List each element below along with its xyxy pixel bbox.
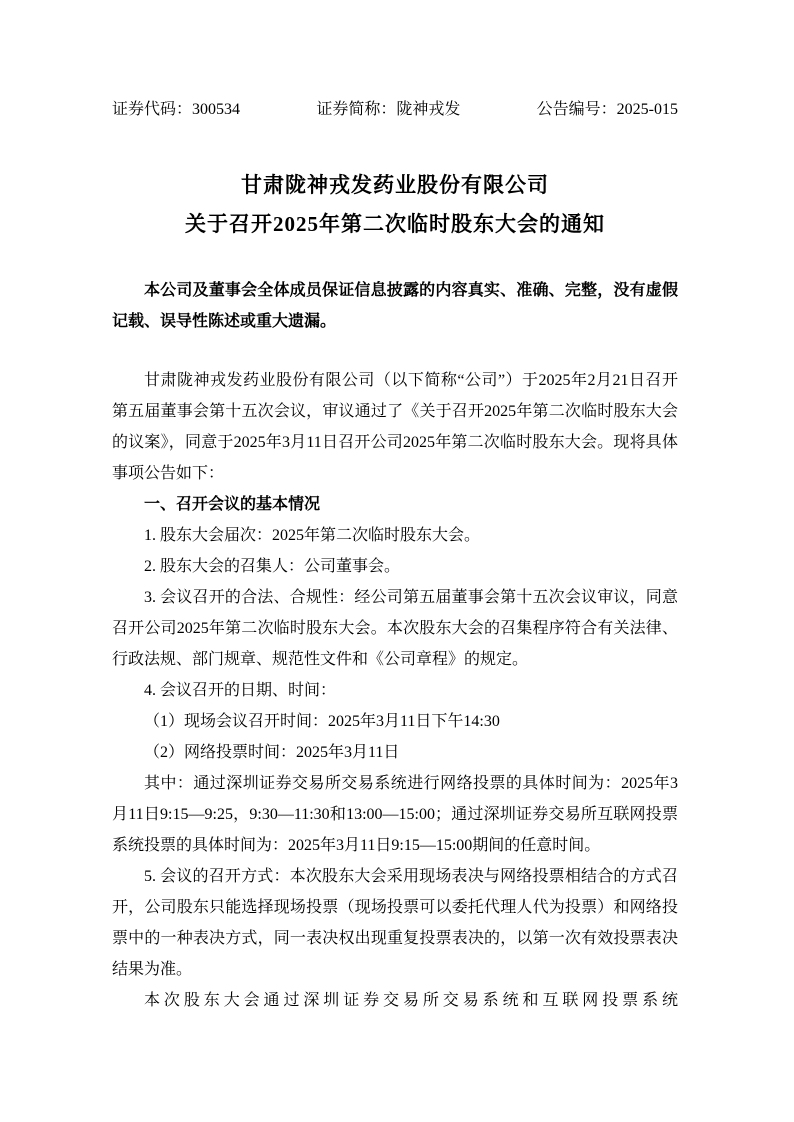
meeting-session-item: 1. 股东大会届次：2025年第二次临时股东大会。 bbox=[144, 527, 481, 544]
disclaimer-paragraph: 本公司及董事会全体成员保证信息披露的内容真实、准确、完整，没有虚假记载、误导性陈述或重大遗漏。 bbox=[112, 282, 678, 330]
intro-paragraph: 甘肃陇神戎发药业股份有限公司（以下简称“公司”）于2025年2月21日召开第五届董事会第十五次会议，审议通过了《关于召开2025年第二次临时股东大会的议案》，同意于2025年3月11日召开公司2025年第二次临时股东大会。现将具体事项公告如下： bbox=[112, 372, 678, 482]
document-header bbox=[112, 100, 678, 120]
convener-item: 2. 股东大会的召集人：公司董事会。 bbox=[144, 558, 401, 575]
convening-method-item: 5. 会议的召开方式：本次股东大会采用现场表决与网络投票相结合的方式召开，公司股东只能选择现场投票（现场投票可以委托代理人代为投票）和网络投票中的一种表决方式，同一表决权出现重复投票表决的，以第一次有效投票表决结果为准。 bbox=[112, 868, 678, 978]
legality-item: 3. 会议召开的合法、合规性：经公司第五届董事会第十五次会议审议，同意召开公司2025年第二次临时股东大会。本次股东大会的召集程序符合有关法律、行政法规、部门规章、规范性文件和《公司章程》的规定。 bbox=[112, 589, 678, 668]
meeting-datetime-item: 4. 会议召开的日期、时间： bbox=[144, 682, 337, 699]
company-title: 甘肃陇神戎发药业股份有限公司 bbox=[241, 173, 549, 197]
stock-code-text: 证券代码：300534 bbox=[112, 101, 241, 118]
announcement-number-text: 公告编号：2025-015 bbox=[536, 101, 678, 118]
notice-title: 关于召开2025年第二次临时股东大会的通知 bbox=[185, 212, 605, 236]
online-voting-time-item: （2）网络投票时间：2025年3月11日 bbox=[144, 744, 400, 761]
voting-time-detail-paragraph: 其中：通过深圳证券交易所交易系统进行网络投票的具体时间为：2025年3月11日9:15—9:25，9:30—11:30和13:00—15:00；通过深圳证券交易所互联网投票系统投票的具体时间为：2025年3月11日9:15—15:00期间的任意时间。 bbox=[112, 775, 678, 854]
continuation-line: 本次股东大会通过深圳证券交易所交易系统和互联网投票系统 bbox=[144, 992, 678, 1009]
stock-name-text: 证券简称：陇神戎发 bbox=[316, 101, 461, 118]
onsite-meeting-time-item: （1）现场会议召开时间：2025年3月11日下午14:30 bbox=[144, 713, 500, 730]
section-1-heading: 一、召开会议的基本情况 bbox=[144, 496, 321, 513]
